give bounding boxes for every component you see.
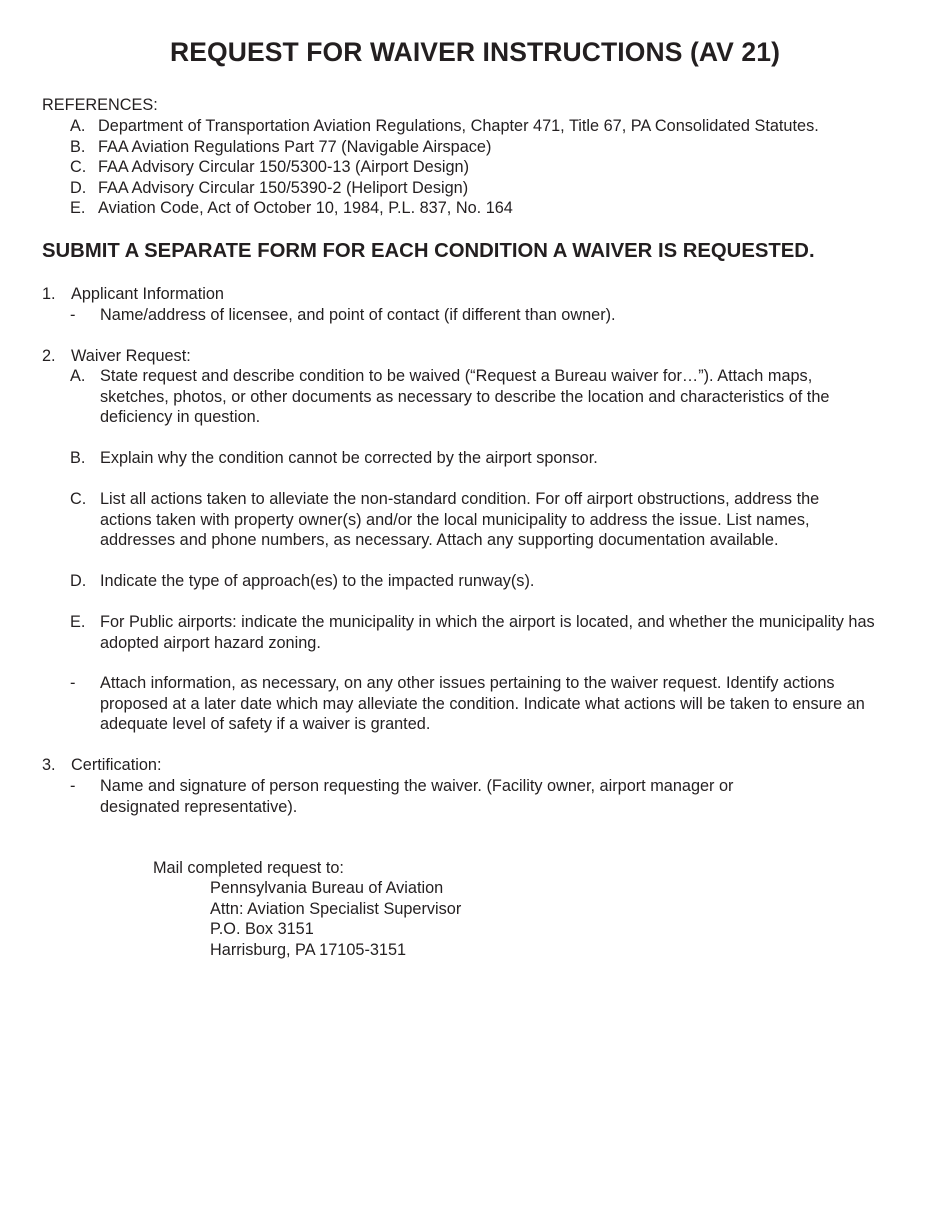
mailing-address bbox=[210, 878, 461, 960]
section-item bbox=[70, 305, 890, 326]
section-number: 3. bbox=[42, 756, 56, 774]
reference-text: FAA Advisory Circular 150/5300-13 (Airport Design) bbox=[98, 158, 470, 176]
section-heading: Certification: bbox=[71, 756, 162, 774]
item-marker: - bbox=[70, 674, 76, 692]
reference-letter: D. bbox=[70, 178, 87, 197]
submit-notice: SUBMIT A SEPARATE FORM FOR EACH CONDITION A WAIVER IS REQUESTED. bbox=[42, 240, 815, 262]
reference-item bbox=[70, 157, 819, 178]
section-number: 1. bbox=[42, 285, 56, 303]
reference-letter: A. bbox=[70, 117, 86, 135]
reference-text: FAA Advisory Circular 150/5390-2 (Heliport Design) bbox=[98, 178, 469, 197]
reference-text: FAA Aviation Regulations Part 77 (Navigable Airspace) bbox=[98, 137, 492, 156]
section-item bbox=[70, 776, 890, 817]
section-heading: Applicant Information bbox=[71, 285, 224, 303]
section-item bbox=[70, 448, 890, 469]
reference-letter: C. bbox=[70, 158, 87, 176]
address-line: Pennsylvania Bureau of Aviation bbox=[210, 879, 444, 897]
section-certification-heading bbox=[42, 755, 162, 776]
reference-item bbox=[70, 198, 819, 219]
section-applicant-heading bbox=[42, 284, 224, 305]
item-text: Indicate the type of approach(es) to the impacted runway(s). bbox=[100, 572, 535, 590]
item-marker: B. bbox=[70, 449, 86, 467]
references-label: REFERENCES: bbox=[42, 96, 158, 114]
item-text: Name/address of licensee, and point of contact (if different than owner). bbox=[100, 306, 616, 324]
item-text: Attach information, as necessary, on any other issues pertaining to the waiver request. Identify actions proposed at a later date which may alleviate the condition. Indicate what actions will be taken to ensure an adequate level of safety if a waiver is granted. bbox=[100, 674, 865, 733]
item-marker: C. bbox=[70, 490, 87, 508]
reference-letter: E. bbox=[70, 199, 86, 217]
address-line: Attn: Aviation Specialist Supervisor bbox=[210, 899, 462, 918]
item-marker: - bbox=[70, 777, 76, 795]
section-waiver-request-heading bbox=[42, 346, 191, 367]
references-list bbox=[70, 116, 819, 219]
item-text: State request and describe condition to be waived (“Request a Bureau waiver for…”). Attach maps, sketches, photos, or other documents as necessary to describe the location and characteristics of the deficiency in question. bbox=[100, 367, 830, 426]
address-line: Harrisburg, PA 17105-3151 bbox=[210, 940, 407, 959]
item-marker: A. bbox=[70, 367, 86, 385]
document-title: REQUEST FOR WAIVER INSTRUCTIONS (AV 21) bbox=[169, 37, 780, 67]
reference-text: Aviation Code, Act of October 10, 1984, P.L. 837, No. 164 bbox=[98, 199, 513, 217]
reference-item bbox=[70, 178, 819, 199]
section-item bbox=[70, 612, 890, 653]
reference-item bbox=[70, 116, 819, 137]
item-text: For Public airports: indicate the municipality in which the airport is located, and whether the municipality has adopted airport hazard zoning. bbox=[100, 613, 875, 652]
item-text: Name and signature of person requesting the waiver. (Facility owner, airport manager or designated representative). bbox=[100, 777, 734, 816]
section-number: 2. bbox=[42, 347, 56, 365]
item-text: Explain why the condition cannot be corrected by the airport sponsor. bbox=[100, 449, 598, 467]
item-marker: - bbox=[70, 306, 76, 324]
reference-item bbox=[70, 137, 819, 158]
address-line: P.O. Box 3151 bbox=[210, 920, 314, 938]
item-marker: D. bbox=[70, 572, 87, 590]
mailing-label: Mail completed request to: bbox=[153, 859, 344, 877]
item-text: List all actions taken to alleviate the non-standard condition. For off airport obstructions, address the actions taken with property owner(s) and/or the local municipality to address the issue. List names, addresses and phone numbers, as necessary. Attach any supporting documentation available. bbox=[100, 490, 820, 549]
reference-text: Department of Transportation Aviation Regulations, Chapter 471, Title 67, PA Consolidated Statutes. bbox=[98, 117, 819, 135]
section-item bbox=[70, 673, 890, 735]
reference-letter: B. bbox=[70, 137, 86, 156]
section-heading: Waiver Request: bbox=[71, 347, 191, 365]
section-item bbox=[70, 571, 890, 592]
section-item bbox=[70, 366, 890, 428]
item-marker: E. bbox=[70, 613, 86, 631]
section-item bbox=[70, 489, 890, 551]
